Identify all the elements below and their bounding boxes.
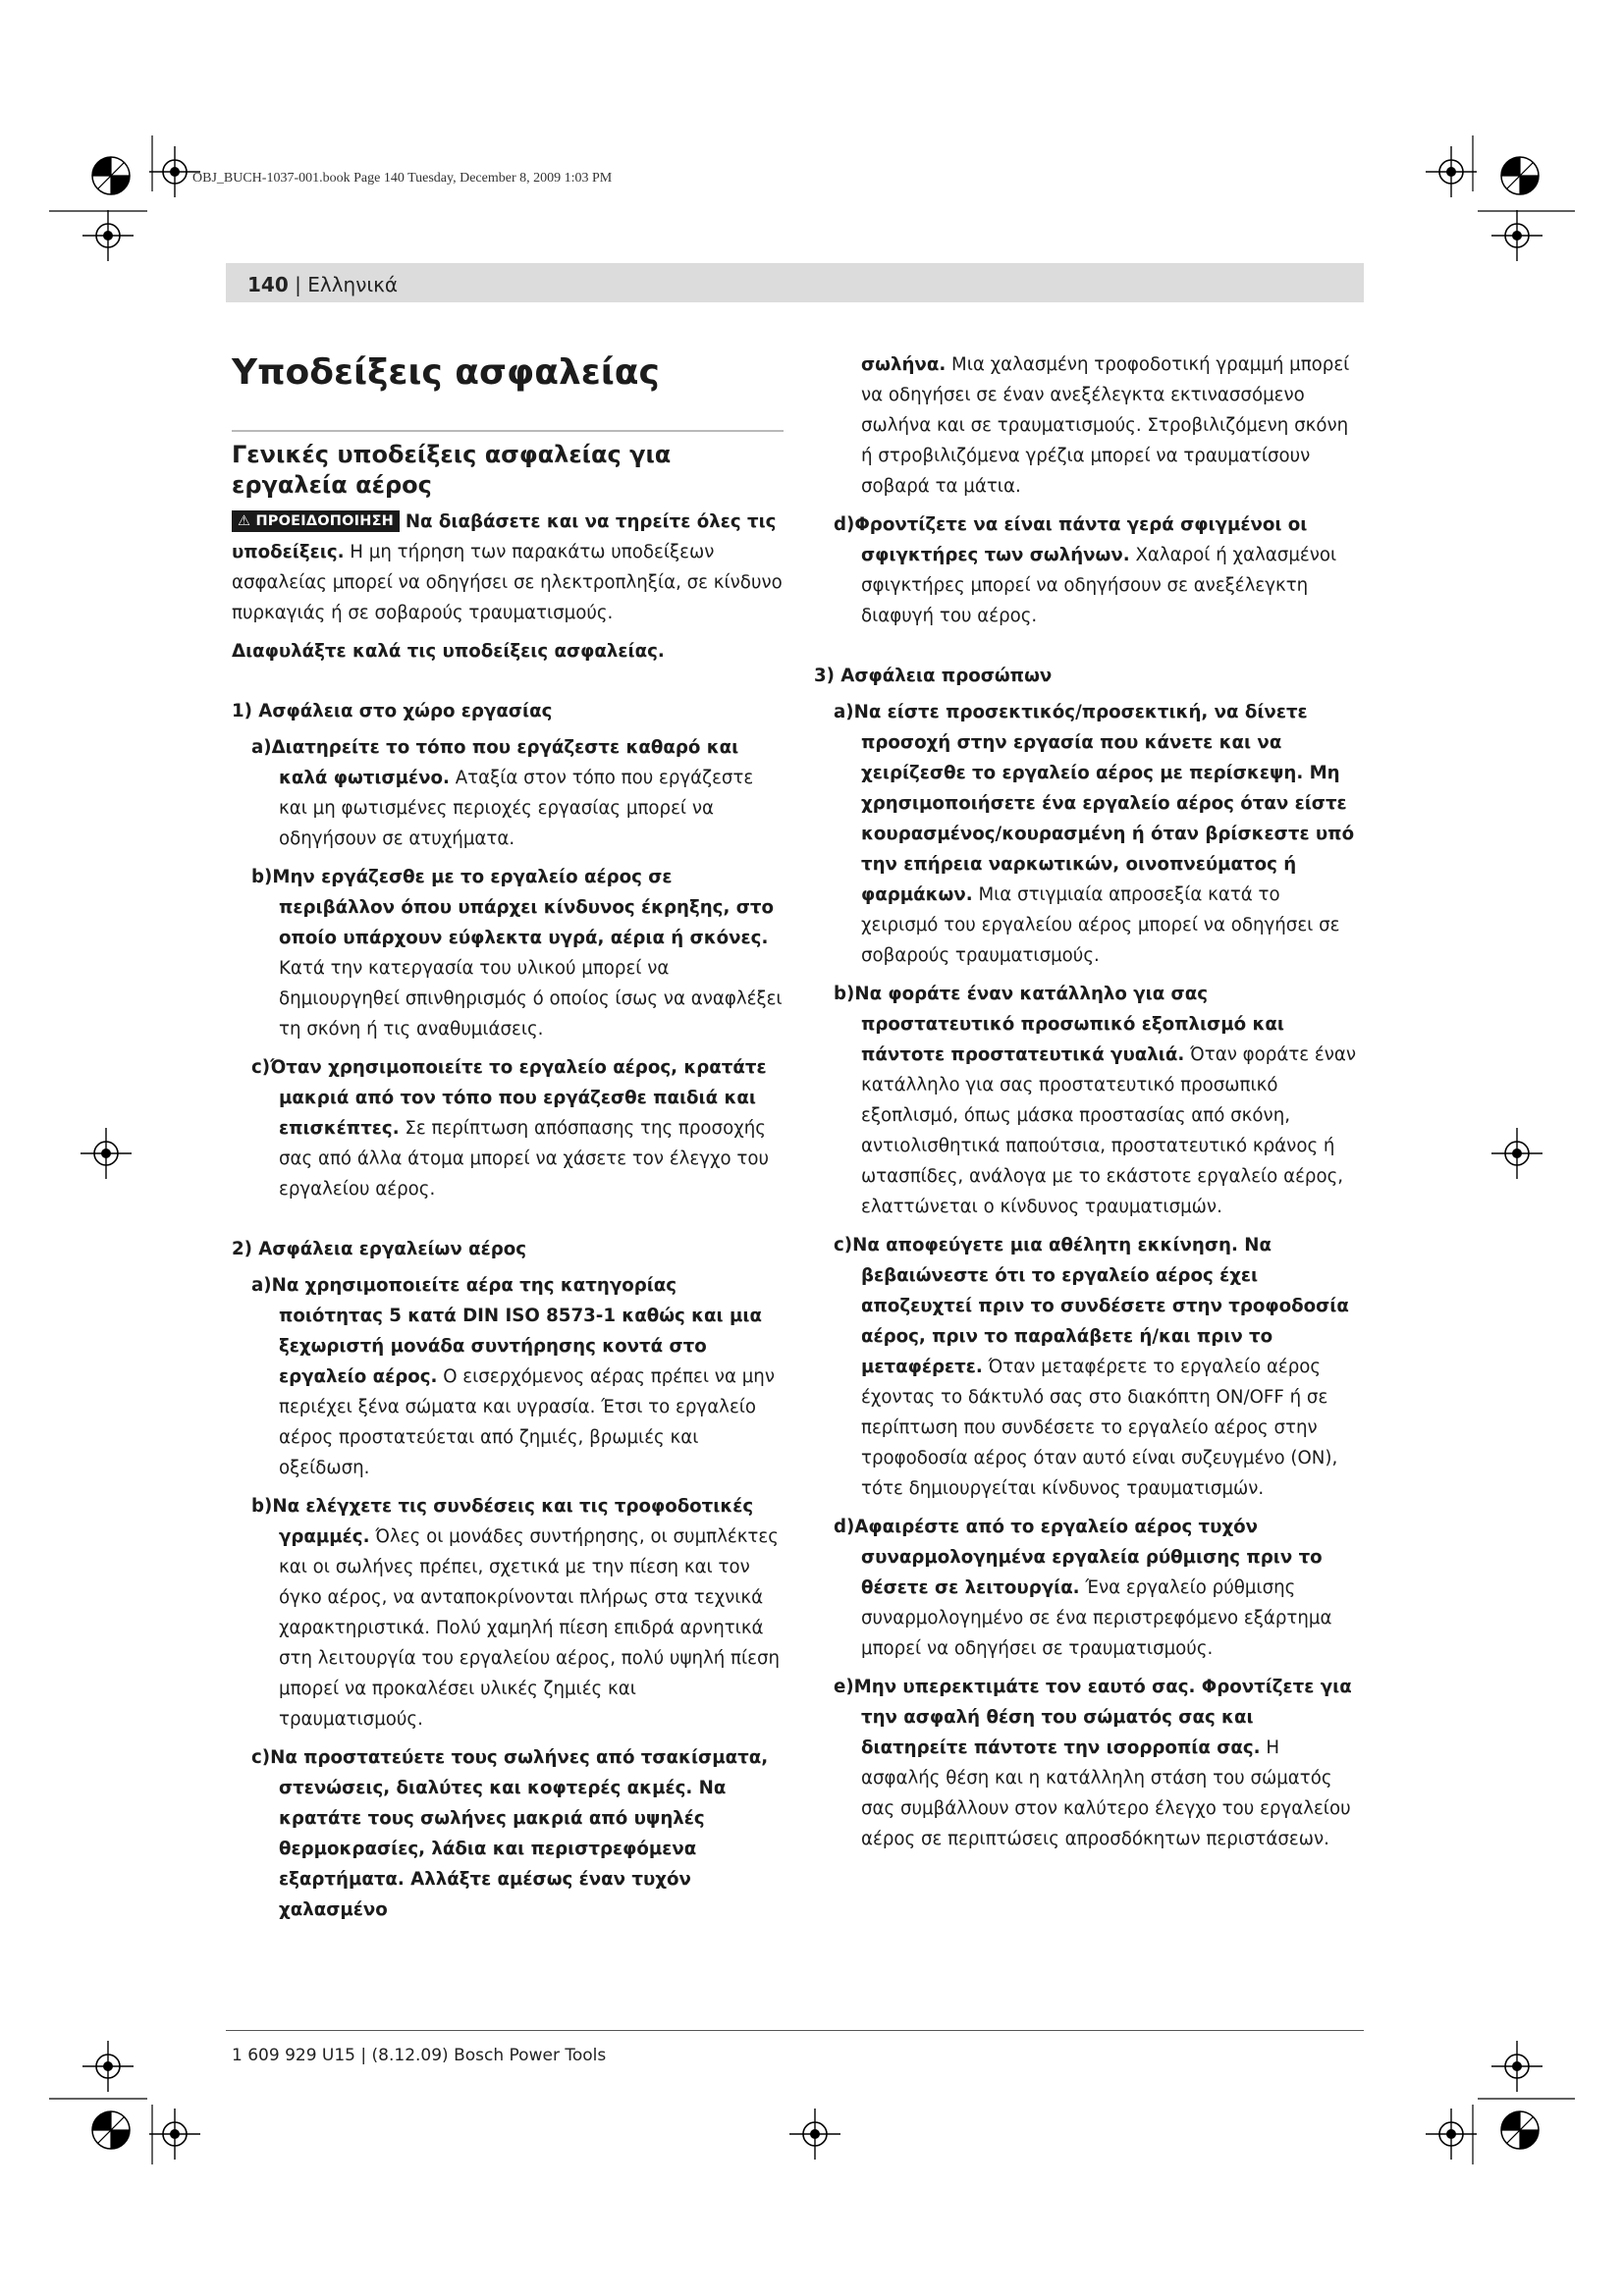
item-bold: Να ελέγχετε τις συνδέσεις και τις τροφοδοτικές γραμμές. bbox=[272, 1496, 754, 1547]
section-heading-1: 1) Ασφάλεια στο χώρο εργασίας bbox=[232, 701, 553, 721]
crosshair-icon bbox=[1426, 2109, 1477, 2160]
item-text: Μια χαλασμένη τροφοδοτική γραμμή μπορεί να οδηγήσει σε έναν ανεξέλεγκτα εκτινασσόμενο σωλήνα και σε τραυματισμούς. Στροβιλιζόμενη σκόνη ή στροβιλιζόμενα γρέζια μπορεί να τραυματίσουν σοβαρά τα μάτια. bbox=[861, 354, 1350, 497]
item-label: e) bbox=[834, 1677, 854, 1697]
item-text: Χαλαροί ή χαλασμένοι σφιγκτήρες μπορεί να οδηγήσουν σε ανεξέλεγκτη διαφυγή του αέρος. bbox=[861, 545, 1337, 626]
item-text: Κατά την κατεργασία του υλικού μπορεί να δημιουργηθεί σπινθηρισμός ό οποίος ίσως να αναφλέξει τη σκόνη ή τις αναθυμιάσεις. bbox=[279, 958, 783, 1040]
item-label: c) bbox=[834, 1235, 853, 1255]
page-number: 140 bbox=[247, 273, 289, 296]
item-bold: Όταν χρησιμοποιείτε το εργαλείο αέρος, κρατάτε μακριά από τον τόπο που εργάζεσθε παιδιά και επισκέπτες. bbox=[270, 1057, 767, 1139]
item-label: b) bbox=[251, 1496, 273, 1517]
item-label: a) bbox=[251, 1275, 272, 1296]
crosshair-icon bbox=[82, 2041, 134, 2092]
item-text: Η ασφαλής θέση και η κατάλληλη στάση του σώματός σας συμβάλλουν στον καλύτερο έλεγχο του εργαλείου αέρος σε περιπτώσεις απροσδόκητων περιστάσεων. bbox=[861, 1737, 1351, 1849]
item-text: Όλες οι μονάδες συντήρησης, οι συμπλέκτες και οι σωλήνες πρέπει, σχετικά με την πίεση και τον όγκο αέρος, να ανταποκρίνονται πλήρως στα τεχνικά χαρακτηριστικά. Πολύ χαμηλή πίεση επιδρά αρνητικά στη λειτουργία του εργαλείου αέρος, πολύ υψηλή πίεση μπορεί να προκαλέσει υλικές ζημιές και τραυματισμούς. bbox=[279, 1526, 781, 1730]
item-label: b) bbox=[251, 867, 273, 887]
item-bold: Φροντίζετε να είναι πάντα γερά σφιγμένοι οι σφιγκτήρες των σωλήνων. bbox=[854, 514, 1308, 565]
color-rosette-icon bbox=[1501, 2111, 1539, 2149]
crosshair-icon bbox=[82, 210, 134, 261]
item-label: d) bbox=[834, 514, 855, 535]
crosshair-icon bbox=[1491, 2041, 1543, 2092]
item-text: Σε περίπτωση απόσπασης της προσοχής σας από άλλα άτομα μπορεί να χάσετε τον έλεγχο του εργαλείου αέρος. bbox=[279, 1118, 770, 1200]
item-text: Ένα εργαλείο ρύθμισης συναρμολογημένο σε ένα περιστρεφόμενο εξάρτημα μπορεί να οδηγήσει σε τραυματισμούς. bbox=[861, 1577, 1332, 1659]
crosshair-icon bbox=[149, 2109, 200, 2160]
item-label: a) bbox=[251, 737, 272, 758]
warning-text: Η μη τήρηση των παρακάτω υποδείξεων ασφαλείας μπορεί να οδηγήσει σε ηλεκτροπληξία, σε κίνδυνο πυρκαγιάς ή σε σοβαρούς τραυματισμούς. bbox=[232, 542, 783, 623]
item-bold: Διατηρείτε το τόπο που εργάζεστε καθαρό και καλά φωτισμένο. bbox=[271, 737, 739, 788]
keep-notice: Διαφυλάξτε καλά τις υποδείξεις ασφαλείας. bbox=[232, 641, 665, 662]
header-separator: | bbox=[295, 273, 301, 296]
item-text: Ο εισερχόμενος αέρας πρέπει να μην περιέχει ξένα σώματα και υγρασία. Έτσι το εργαλείο αέρος προστατεύεται από ζημιές, βρωμιές και οξείδωση. bbox=[279, 1366, 775, 1478]
item-text: Μια στιγμιαία απροσεξία κατά το χειρισμό του εργαλείου αέρος μπορεί να οδηγήσει σε σοβαρούς τραυματισμούς. bbox=[861, 884, 1340, 966]
crosshair-icon bbox=[1491, 1128, 1543, 1179]
item-bold: Μην εργάζεσθε με το εργαλείο αέρος σε περιβάλλον όπου υπάρχει κίνδυνος έκρηξης, στο οποίο υπάρχουν εύφλεκτα υγρά, αέρια ή σκόνες. bbox=[272, 867, 774, 948]
color-rosette-icon bbox=[92, 157, 130, 194]
item-bold: Να προστατεύετε τους σωλήνες από τσακίσματα, στενώσεις, διαλύτες και κοφτερές ακμές. Να κρατάτε τους σωλήνες μακριά από υψηλές θερμοκρασίες, λάδια και περιστρεφόμενα εξαρτήματα. Αλλάξτε αμέσως έναν τυχόν χαλασμένο bbox=[270, 1747, 769, 1920]
item-bold: Αφαιρέστε από το εργαλείο αέρος τυχόν συναρμολογημένα εργαλεία ρύθμισης πριν το θέσετε σε λειτουργία. bbox=[854, 1517, 1323, 1598]
item-label: a) bbox=[834, 702, 854, 722]
item-bold: Να χρησιμοποιείτε αέρα της κατηγορίας ποιότητας 5 κατά DIN ISO 8573-1 καθώς και μια ξεχωριστή μονάδα συντήρησης κοντά στο εργαλείο αέρος. bbox=[271, 1275, 762, 1387]
page-footer: 1 609 929 U15 | (8.12.09) Bosch Power Tools bbox=[232, 2046, 607, 2065]
print-slug: OBJ_BUCH-1037-001.book Page 140 Tuesday, December 8, 2009 1:03 PM bbox=[192, 171, 613, 186]
item-label: c) bbox=[251, 1057, 271, 1078]
item-bold: Να είστε προσεκτικός/προσεκτική, να δίνετε προσοχή στην εργασία που κάνετε και να χειρίζεσθε το εργαλείο αέρος με περίσκεψη. Μη χρησιμοποιήσετε ένα εργαλείο αέρος όταν είστε κουρασμένος/κουρασμένη ή όταν βρίσκεστε υπό την επήρεια ναρκωτικών, οινοπνεύματος ή φαρμάκων. bbox=[853, 702, 1355, 905]
crosshair-icon bbox=[149, 146, 200, 197]
section-subtitle: Γενικές υποδείξεις ασφαλείας για εργαλεία αέρος bbox=[232, 441, 672, 499]
item-text: Όταν φοράτε έναν κατάλληλο για σας προστατευτικό προσωπικό εξοπλισμό, όπως μάσκα προστασίας από σκόνη, αντιολισθητικά παπούτσια, προστατευτικό κράνος ή ωτασπίδες, ανάλογα με το εκάστοτε εργαλείο αέρος, ελαττώνεται ο κίνδυνος τραυματισμών. bbox=[861, 1044, 1357, 1217]
item-bold: Να αποφεύγετε μια αθέλητη εκκίνηση. Να βεβαιώνεστε ότι το εργαλείο αέρος έχει αποζευχτεί πριν το συνδέσετε στην τροφοδοσία αέρος, πριν το παραλάβετε ή/και πριν το μεταφέρετε. bbox=[852, 1235, 1349, 1377]
crosshair-icon bbox=[1491, 210, 1543, 261]
item-label: b) bbox=[834, 984, 855, 1004]
item-text: Αταξία στον τόπο που εργάζεστε και μη φωτισμένες περιοχές εργασίας μπορεί να οδηγήσουν σε ατυχήματα. bbox=[279, 768, 754, 849]
warning-badge-label: ΠΡΟΕΙΔΟΠΟΙΗΣΗ bbox=[255, 513, 395, 529]
item-label: d) bbox=[834, 1517, 855, 1537]
color-rosette-icon bbox=[92, 2111, 130, 2149]
color-rosette-icon bbox=[1501, 157, 1539, 194]
warning-triangle-icon: ⚠ bbox=[238, 513, 251, 529]
item-bold: Μην υπερεκτιμάτε τον εαυτό σας. Φροντίζετε για την ασφαλή θέση του σώματός σας και διατηρείτε πάντοτε την ισορροπία σας. bbox=[853, 1677, 1352, 1758]
item-bold: Να φοράτε έναν κατάλληλο για σας προστατευτικό προσωπικό εξοπλισμό και πάντοτε προστατευτικά γυαλιά. bbox=[854, 984, 1284, 1065]
section-heading-3: 3) Ασφάλεια προσώπων bbox=[814, 666, 1053, 686]
item-text: Όταν μεταφέρετε το εργαλείο αέρος έχοντας το δάκτυλό σας στο διακόπτη ON/OFF ή σε περίπτωση που συνδέσετε το εργαλείο αέρος στην τροφοδοσία αέρος όταν αυτό είναι συζευγμένο (ON), τότε δημιουργείται κίνδυνος τραυματισμών. bbox=[861, 1357, 1338, 1499]
page-title: Υποδείξεις ασφαλείας bbox=[232, 352, 660, 393]
crosshair-icon bbox=[789, 2109, 840, 2160]
crosshair-icon bbox=[1426, 146, 1477, 197]
item-bold: σωλήνα. bbox=[861, 354, 947, 375]
warning-bold: Να διαβάσετε και να τηρείτε όλες τις υποδείξεις. bbox=[232, 511, 777, 562]
crosshair-icon bbox=[81, 1128, 132, 1179]
section-heading-2: 2) Ασφάλεια εργαλείων αέρος bbox=[232, 1239, 526, 1259]
header-section: Ελληνικά bbox=[307, 273, 399, 296]
item-label: c) bbox=[251, 1747, 271, 1768]
